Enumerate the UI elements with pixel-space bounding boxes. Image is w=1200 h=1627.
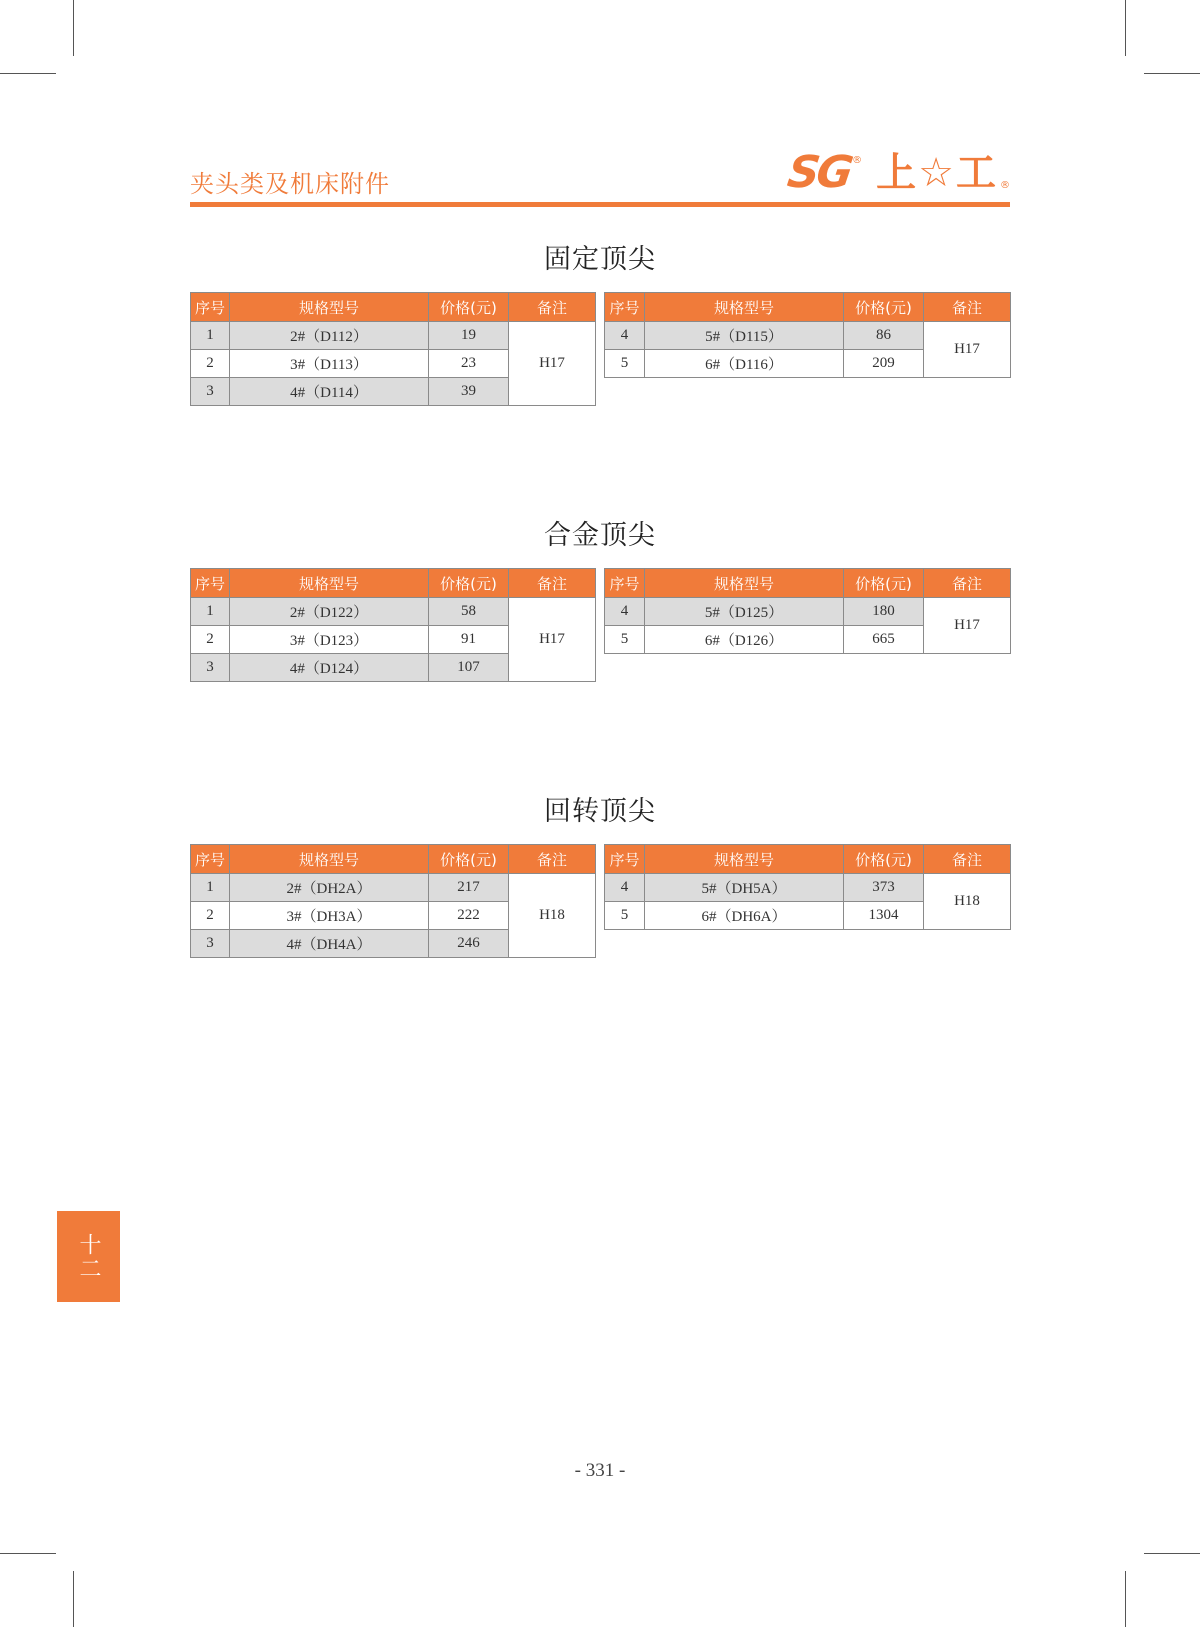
crop-mark	[0, 73, 56, 74]
crop-mark	[1125, 0, 1126, 56]
row-price: 373	[844, 874, 924, 902]
row-model: 3#（DH3A）	[230, 902, 429, 930]
row-model: 6#（D126）	[645, 626, 844, 654]
registered-mark: ®	[852, 155, 863, 166]
product-section	[190, 240, 1010, 412]
table-row	[191, 598, 596, 626]
header-price: 价格(元)	[844, 845, 924, 874]
row-number: 5	[605, 350, 645, 378]
row-note: H17	[509, 598, 596, 682]
row-price: 217	[429, 874, 509, 902]
row-note: H17	[924, 598, 1011, 654]
row-note: H17	[509, 322, 596, 406]
row-model: 6#（DH6A）	[645, 902, 844, 930]
header-note: 备注	[509, 845, 596, 874]
row-note: H17	[924, 322, 1011, 378]
table-header-row	[605, 569, 1011, 598]
logo-chinese: 上☆工	[876, 150, 998, 196]
row-model: 6#（D116）	[645, 350, 844, 378]
header-model: 规格型号	[230, 293, 429, 322]
spec-table-right	[604, 844, 1011, 930]
table-header-row	[605, 845, 1011, 874]
header-model: 规格型号	[645, 569, 844, 598]
spec-table-right	[604, 292, 1011, 378]
section-title: 固定顶尖	[544, 244, 656, 275]
chapter-title: 夹头类及机床附件	[190, 170, 390, 198]
row-price: 180	[844, 598, 924, 626]
row-price: 86	[844, 322, 924, 350]
row-number: 2	[191, 626, 230, 654]
row-number: 5	[605, 902, 645, 930]
row-price: 23	[429, 350, 509, 378]
brand-logo	[784, 147, 1010, 198]
row-model: 3#（D113）	[230, 350, 429, 378]
row-price: 209	[844, 350, 924, 378]
row-number: 4	[605, 874, 645, 902]
crop-mark	[73, 1571, 74, 1627]
header-model: 规格型号	[645, 293, 844, 322]
row-note: H18	[924, 874, 1011, 930]
table-row	[605, 874, 1011, 902]
row-model: 5#（DH5A）	[645, 874, 844, 902]
row-price: 58	[429, 598, 509, 626]
table-header-row	[191, 569, 596, 598]
row-model: 5#（D125）	[645, 598, 844, 626]
table-header-row	[191, 845, 596, 874]
crop-mark	[73, 0, 74, 56]
row-model: 4#（D114）	[230, 378, 429, 406]
crop-mark	[1144, 1553, 1200, 1554]
header-price: 价格(元)	[429, 845, 509, 874]
table-row	[605, 322, 1011, 350]
section-tables	[190, 568, 1010, 688]
row-number: 1	[191, 874, 230, 902]
logo-latin: SG	[784, 147, 854, 198]
header-no: 序号	[605, 569, 645, 598]
header-no: 序号	[191, 845, 230, 874]
row-number: 4	[605, 598, 645, 626]
product-section	[190, 792, 1010, 964]
table-row	[191, 874, 596, 902]
section-tables	[190, 292, 1010, 412]
header-price: 价格(元)	[844, 293, 924, 322]
header-note: 备注	[924, 569, 1011, 598]
row-price: 39	[429, 378, 509, 406]
page-number: - 331 -	[574, 1460, 626, 1481]
header-note: 备注	[924, 845, 1011, 874]
row-number: 3	[191, 930, 230, 958]
section-tables	[190, 844, 1010, 964]
row-number: 4	[605, 322, 645, 350]
row-price: 222	[429, 902, 509, 930]
row-number: 3	[191, 654, 230, 682]
table-header-row	[605, 293, 1011, 322]
row-note: H18	[509, 874, 596, 958]
header-price: 价格(元)	[844, 569, 924, 598]
spec-table-right	[604, 568, 1011, 654]
row-number: 1	[191, 598, 230, 626]
section-title: 回转顶尖	[544, 796, 656, 827]
header-model: 规格型号	[230, 569, 429, 598]
product-section	[190, 516, 1010, 688]
crop-mark	[1144, 73, 1200, 74]
header-no: 序号	[191, 293, 230, 322]
spec-table-left	[190, 844, 596, 958]
row-model: 2#（D112）	[230, 322, 429, 350]
header-no: 序号	[605, 293, 645, 322]
row-price: 665	[844, 626, 924, 654]
row-model: 5#（D115）	[645, 322, 844, 350]
chapter-tab[interactable]: 十二	[57, 1211, 120, 1302]
header-note: 备注	[509, 569, 596, 598]
row-price: 107	[429, 654, 509, 682]
row-model: 2#（DH2A）	[230, 874, 429, 902]
header-model: 规格型号	[645, 845, 844, 874]
header-price: 价格(元)	[429, 293, 509, 322]
header-model: 规格型号	[230, 845, 429, 874]
table-row	[605, 598, 1011, 626]
crop-mark	[0, 1553, 56, 1554]
spec-table-left	[190, 568, 596, 682]
page-header	[190, 145, 1010, 207]
header-note: 备注	[924, 293, 1011, 322]
section-title: 合金顶尖	[544, 520, 656, 551]
row-price: 246	[429, 930, 509, 958]
spec-table-left	[190, 292, 596, 406]
crop-mark	[1125, 1571, 1126, 1627]
row-model: 4#（D124）	[230, 654, 429, 682]
row-model: 3#（D123）	[230, 626, 429, 654]
table-row	[191, 322, 596, 350]
row-model: 4#（DH4A）	[230, 930, 429, 958]
header-note: 备注	[509, 293, 596, 322]
table-header-row	[191, 293, 596, 322]
row-price: 91	[429, 626, 509, 654]
registered-mark: ®	[1000, 180, 1010, 191]
row-number: 3	[191, 378, 230, 406]
row-number: 2	[191, 350, 230, 378]
row-price: 1304	[844, 902, 924, 930]
row-number: 1	[191, 322, 230, 350]
header-price: 价格(元)	[429, 569, 509, 598]
header-no: 序号	[605, 845, 645, 874]
header-no: 序号	[191, 569, 230, 598]
row-price: 19	[429, 322, 509, 350]
row-number: 2	[191, 902, 230, 930]
header-rule	[190, 202, 1010, 207]
row-model: 2#（D122）	[230, 598, 429, 626]
row-number: 5	[605, 626, 645, 654]
